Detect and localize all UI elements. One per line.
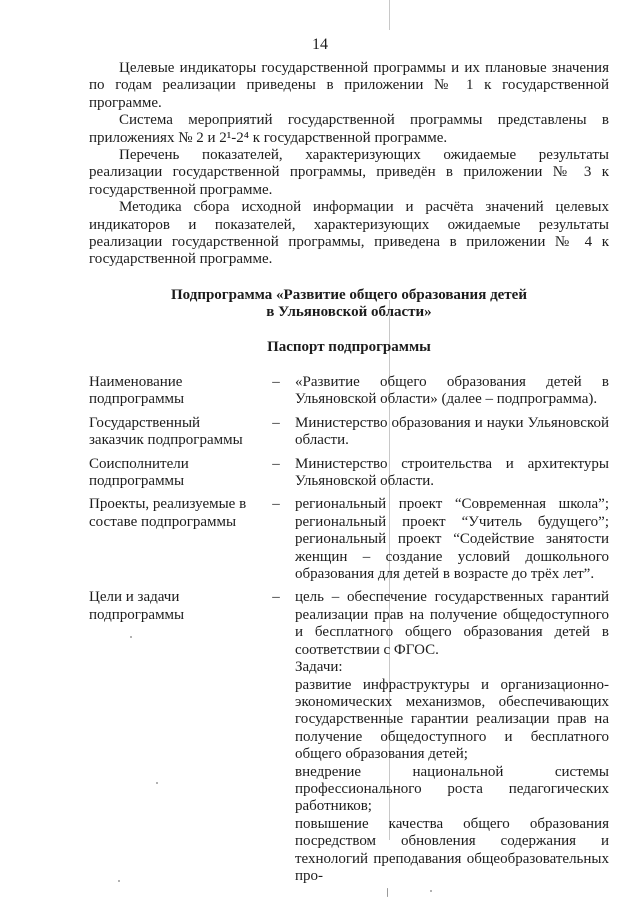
row-dash: – [272,455,280,472]
tasks-heading: Задачи: [295,659,343,676]
row-value-goals [295,589,609,885]
row-label: Соисполнители подпрограммы [89,455,189,490]
row-dash: – [272,496,280,513]
scan-fold-line-top [389,0,390,30]
task-item: повышение качества общего образования посредством обновления содержания и технологий преподавания общеобразовательных про- [295,815,609,884]
row-dash: – [272,414,280,431]
row-dash: – [272,589,280,606]
subprogram-title [89,287,609,322]
page-number: 14 [312,36,328,53]
row-value: Министерство образования и науки Ульяновской области. [295,414,609,449]
paragraph-text: Методика сбора исходной информации и расчёта значений целевых индикаторов и показателей, характеризующих ожидаемые результаты реализации государственной программы, приведена в приложении № 4 к государственной программе. [89,199,609,268]
passport-table [89,374,609,891]
task-item: внедрение национальной системы профессионального роста педагогических работников; [295,763,609,815]
paragraph-methodology [89,199,609,269]
paragraph-text: Перечень показателей, характеризующих ожидаемые результаты реализации государственной программы, приведён в приложении № 3 к государственной программе. [89,147,609,198]
subprogram-title-line: Подпрограмма «Развитие общего образования детей [171,287,527,303]
subprogram-title-line: в Ульяновской области» [266,304,432,321]
row-value: «Развитие общего образования детей в Ульяновской области» (далее – подпрограмма). [295,374,609,408]
goal-text: цель – обеспечение государственных гарантий реализации прав на получение общедоступного и бесплатного общего образования детей в соответствии с ФГОС. [295,589,609,658]
paragraph-results [89,147,609,199]
paragraph-measures [89,112,609,147]
task-item: развитие инфраструктуры и организационно-экономических механизмов, обеспечивающих государственные гарантии реализации прав на получение общедоступного и бесплатного общего образования детей; [295,676,609,763]
row-label: Цели и задачи подпрограммы [89,589,185,623]
passport-row-coexecutors [89,456,609,491]
paragraph-text: Целевые индикаторы государственной программы и их плановые значения по годам реализации приведены в приложении № 1 к государственной программе. [89,60,609,111]
passport-row-customer [89,415,609,450]
row-value: региональный проект “Современная школа”; региональный проект “Учитель будущего”; региональный проект “Содействие занятости женщин – создание условий дошкольного образования для детей в возрасте до трёх лет”. [295,496,609,583]
row-label: Государственный заказчик подпрограммы [89,414,243,449]
intro-paragraphs [89,60,609,269]
passport-row-goals [89,589,609,885]
passport-row-projects [89,496,609,583]
row-label: Проекты, реализуемые в составе подпрограммы [89,496,247,530]
passport-title: Паспорт подпрограммы [267,339,431,355]
paragraph-indicators [89,60,609,112]
paragraph-text: Система мероприятий государственной программы представлены в приложениях № 2 и 2¹-2⁴ к государственной программе. [89,112,609,146]
row-dash: – [272,374,280,390]
row-label: Наименование подпрограммы [89,374,185,408]
row-value: Министерство строительства и архитектуры Ульяновской области. [295,455,609,490]
passport-row-name [89,374,609,409]
